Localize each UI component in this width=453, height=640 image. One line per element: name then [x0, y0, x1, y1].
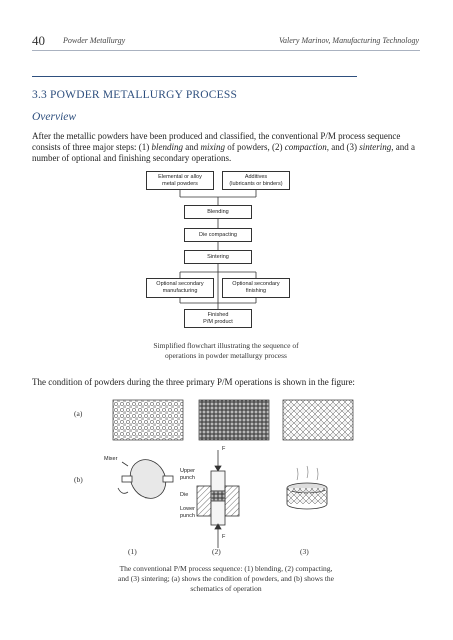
process-caption-line1: The conventional P/M process sequence: (1) blending, (2) compacting, [119, 564, 333, 573]
para1-compaction: compaction [284, 142, 327, 152]
label-upper-punch-line2: punch [180, 475, 195, 481]
panel-loose-powder [113, 400, 183, 440]
column-label-3: (3) [300, 547, 309, 556]
flowchart-caption-line2: operations in powder metallurgy process [165, 351, 287, 360]
compaction-drawing [197, 450, 239, 548]
row-label-a: (a) [74, 409, 83, 418]
section-title: 3.3 POWDER METALLURGY PROCESS [32, 89, 238, 101]
box-opt-manuf-line2: manufacturing [162, 288, 198, 294]
box-blending: Blending [184, 205, 252, 219]
process-caption-line3: schematics of operation [190, 584, 262, 593]
condition-paragraph: The condition of powders during the three primary P/M operations is shown in the figure: [32, 377, 355, 387]
para1-text-e: , and a number of optional and finishing secondary operations. [32, 142, 415, 163]
subsection-title: Overview [32, 111, 77, 123]
flowchart-caption-line1: Simplified flowchart illustrating the sequence of [153, 341, 299, 350]
page-number: 40 [32, 33, 45, 48]
para1-text-a: After the metallic powders have been produced and classified, the conventional P/M process sequence consists of three major steps: (1) [32, 131, 401, 152]
label-lower-punch-line2: punch [180, 513, 195, 519]
box-opt-manuf-line1: Optional secondary [156, 281, 204, 287]
box-additives-line1: Additives [244, 173, 268, 180]
label-force-bottom: F [222, 534, 226, 540]
label-lower-punch [180, 506, 195, 520]
mixer-drawing [118, 453, 173, 505]
para1-text-c: of powders, (2) [224, 142, 285, 152]
box-finished-line1: Finished [207, 311, 229, 318]
label-upper-punch [180, 468, 195, 482]
column-label-2: (2) [212, 547, 221, 556]
box-additives-line2: (lubricants or binders) [229, 180, 283, 187]
process-figure-caption [66, 564, 386, 594]
para1-text-b: and [182, 142, 201, 152]
label-lower-punch-line1: Lower [180, 506, 195, 512]
process-caption-line2: and (3) sintering; (a) shows the condition of powders, and (b) shows the [118, 574, 334, 583]
box-opt-fin-line2: finishing [245, 288, 267, 294]
column-label-1: (1) [128, 547, 137, 556]
panel-compacted-powder [199, 400, 269, 440]
label-force-top: F [222, 446, 226, 452]
label-die: Die [180, 492, 189, 498]
para1-text-d: , and (3) [326, 142, 360, 152]
box-elemental-line2: metal powders [162, 180, 198, 187]
row-label-b: (b) [74, 475, 83, 484]
running-header-left: Powder Metallurgy [63, 36, 126, 45]
box-die-compacting: Die compacting [184, 228, 252, 242]
para1-mixing: mixing [200, 142, 225, 152]
running-header-right: Valery Marinov, Manufacturing Technology [279, 36, 419, 45]
label-upper-punch-line1: Upper [180, 468, 195, 474]
label-mixer: Mixer [104, 456, 118, 462]
box-sintering: Sintering [184, 250, 252, 264]
sintering-drawing [287, 466, 327, 509]
panel-sintered-powder [283, 400, 353, 440]
para1-sintering: sintering [359, 142, 392, 152]
box-finished-line2: P/M product [203, 318, 233, 325]
box-elemental-line1: Elemental or alloy [158, 173, 202, 180]
box-opt-fin-line1: Optional secondary [232, 281, 280, 287]
para1-blending: blending [151, 142, 183, 152]
